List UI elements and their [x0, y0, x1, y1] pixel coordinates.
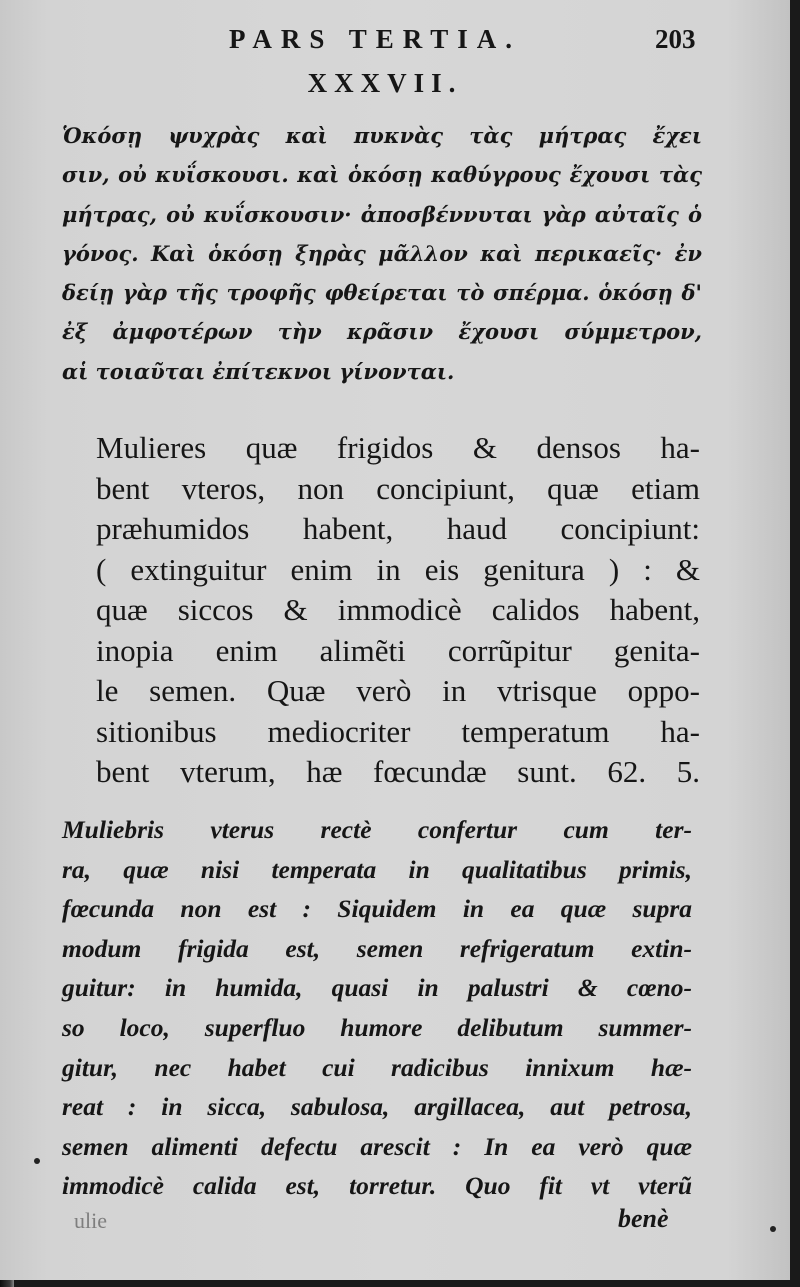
commentary-line: gitur, nec habet cui radicibus innixum hæ-: [62, 1052, 692, 1082]
commentary-line: reat : in sicca, sabulosa, argillacea, aut petrosa,: [62, 1092, 692, 1122]
ink-speck: [770, 1226, 776, 1232]
latin-line: bent vteros, non concipiunt, quæ etiam: [96, 470, 700, 506]
commentary-line: immodicè calida est, torretur. Quo fit vt vterũ: [62, 1171, 692, 1201]
commentary-line: semen alimenti defectu arescit : In ea verò quæ: [62, 1131, 692, 1161]
bleed-through-mark: ulie: [74, 1208, 107, 1233]
greek-line: σιν, οὐ κυΐσκουσι. καὶ ὁκόσῃ καθύγρους ἔχουσι τὰς: [62, 162, 702, 188]
running-title: PARS TERTIA.: [228, 24, 522, 54]
catchword: benè: [618, 1204, 669, 1233]
latin-line: le semen. Quæ verò in vtrisque oppo-: [96, 673, 700, 708]
greek-line: μήτρας, οὐ κυΐσκουσιν· ἀποσβέννυται γὰρ αὐταῖς ὁ: [62, 201, 702, 227]
greek-line: ἐξ ἀμφοτέρων τὴν κρᾶσιν ἔχουσι σύμμετρον,: [62, 319, 702, 345]
greek-aphorism: [62, 116, 702, 391]
commentary-text: [62, 810, 692, 1206]
latin-line: sitionibus mediocriter temperatum ha-: [96, 713, 700, 749]
latin-line: Mulieres quæ frigidos & densos ha-: [96, 430, 700, 465]
section-number: XXXVII.: [307, 68, 463, 98]
latin-line: ( extinguitur enim in eis genitura ) : &: [96, 551, 700, 587]
ink-speck: [34, 1158, 40, 1164]
greek-line: Ὁκόσῃ ψυχρὰς καὶ πυκνὰς τὰς μήτρας ἔχει: [62, 123, 702, 148]
page-number: 203: [655, 24, 696, 54]
greek-line: γόνος. Καὶ ὁκόσῃ ξηρὰς μᾶλλον καὶ περικαεῖς· ἐν: [62, 240, 702, 266]
latin-line: inopia enim alimẽti corrũpitur genita-: [96, 632, 700, 668]
commentary-line: ra, quæ nisi temperata in qualitatibus primis,: [62, 854, 692, 884]
commentary-line: so loco, superfluo humore delibutum summer-: [62, 1012, 692, 1042]
commentary-line: Muliebris vterus rectè confertur cum ter-: [62, 815, 692, 844]
greek-line: αἱ τοιαῦται ἐπίτεκνοι γίνονται.: [62, 358, 455, 384]
commentary-line: modum frigida est, semen refrigeratum extin-: [62, 933, 692, 963]
greek-line: δείῃ γὰρ τῆς τροφῆς φθείρεται τὸ σπέρμα. ὁκόσῃ δ': [62, 280, 702, 306]
latin-translation: [96, 428, 700, 793]
commentary-line: fœcunda non est : Siquidem in ea quæ supra: [62, 894, 692, 924]
latin-line: præhumidos habent, haud concipiunt:: [96, 511, 700, 546]
latin-line: bent vterum, hæ fœcundæ sunt. 62. 5.: [96, 754, 700, 789]
commentary-line: guitur: in humida, quasi in palustri & cœno-: [62, 973, 692, 1003]
latin-line: quæ siccos & immodicè calidos habent,: [96, 592, 700, 627]
